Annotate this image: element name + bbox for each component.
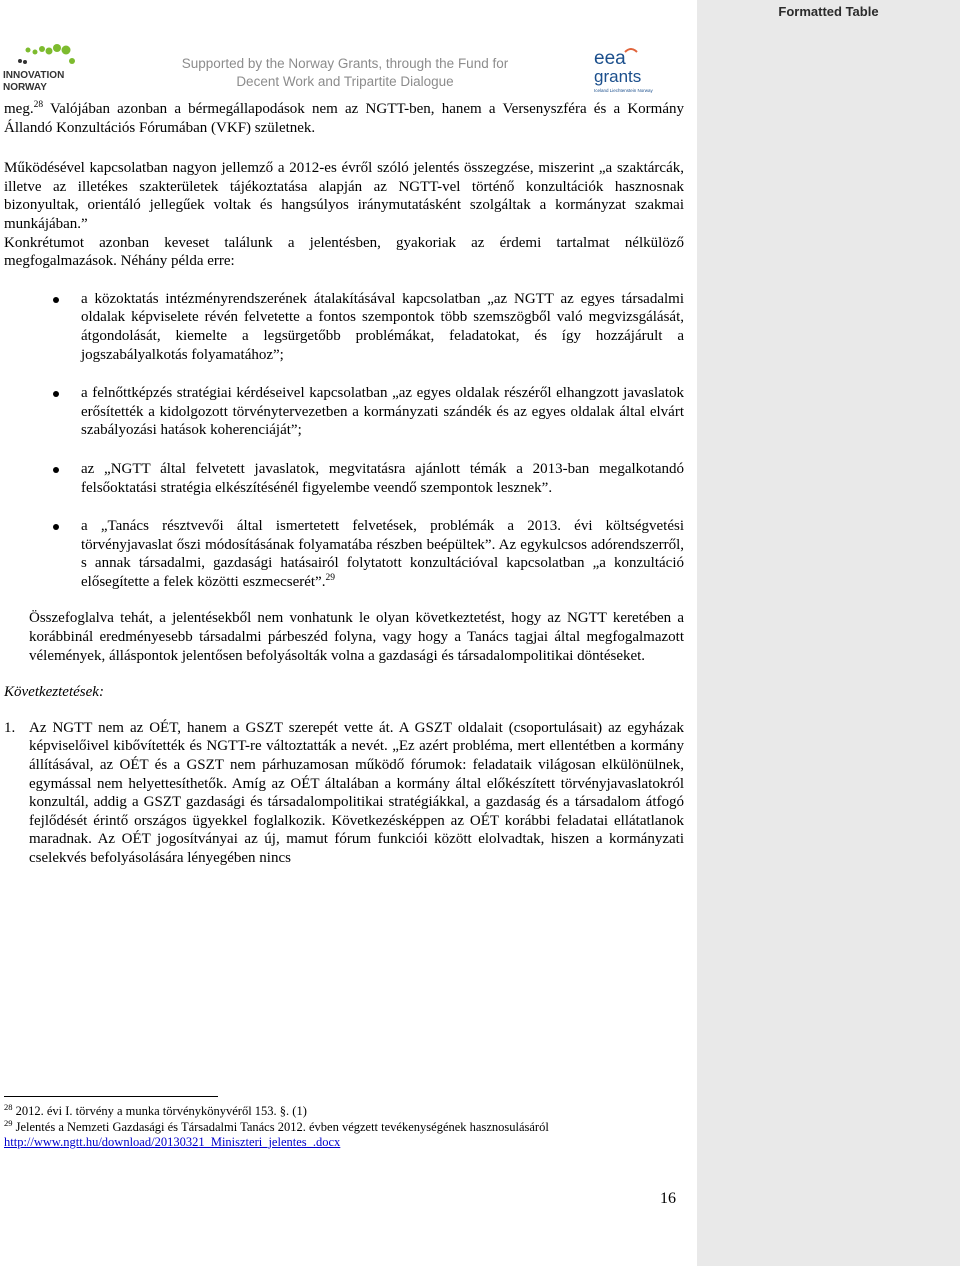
eea-grants-logo: [592, 44, 662, 96]
list-item: a felnőttképzés stratégiai kérdéseivel kapcsolatban „az egyes oldalak részéről elhangzott javaslatok erősítették a kidolgozott törvénytervezetben a kormányzati szándék és az egyes oldalak által elvárt szabályozási hatások koherenciáját”;: [4, 384, 684, 440]
page-number: 16: [660, 1190, 676, 1207]
footnote-29-link[interactable]: http://www.ngtt.hu/download/20130321_Miniszteri_jelentes_.docx: [4, 1135, 341, 1149]
footnote-ref-28[interactable]: 28: [33, 100, 44, 110]
paragraph-3: Konkrétumot azonban keveset találunk a jelentésben, gyakoriak az érdemi tartalmat nélkülöző megfogalmazások. Néhány példa erre:: [4, 234, 684, 270]
bullet-icon: [53, 524, 59, 530]
conclusion-item-1: 1. Az NGTT nem az OÉT, hanem a GSZT szerepét vette át. A GSZT oldalait (csoportulásait) az egyházak képviselőivel kibővítették és NGTT-re változtatták a nevét. „Ez azért probléma, mert ellentétben a kormány állításával, az OÉT és a GSZT nem párhuzamosan működő fórumok: feladataik világosan elkülönülnek, egymással nem helyettesíthetők. Amíg az OÉT általában a kormány által előkészített törvényjavaslatokról konzultál, addig a GSZT gazdasági és társadalompolitikai stratégiákkal, a gazdaság és a társadalom átfogó fejlődését érintő országos ügyekkel foglalkozik. Következésképpen az OÉT korábbi feladatai ellátatlanok maradnak. Az OÉT jogosítványai az új, mamut fórum funkciói között elolvadtak, hiszen a kormányzati cselekvés befolyásolására lényegében nincs: [4, 719, 684, 866]
list-item: az „NGTT által felvetett javaslatok, megvitatásra ajánlott témák a 2013-ban megalkotandó felsőoktatási stratégia elkészítésénél figyelembe veendő szempontok lesznek”.: [4, 460, 684, 497]
bullet-icon: [53, 467, 59, 473]
summary-paragraph: Összefoglalva tehát, a jelentésekből nem vonhatunk le olyan következtetést, hogy az NGTT keretében a korábbinál eredményesebb társadalmi párbeszéd folyna, vagy hogy a Tanács tagjai által megfogalmazott vélemények, álláspontok jelentősen befolyásolták volna a gazdasági és társadalompolitikai döntéseket.: [29, 610, 684, 664]
svg-text:eea: eea: [594, 48, 626, 69]
bullet-icon: [53, 391, 59, 397]
footnote-separator: [4, 1096, 218, 1097]
header-line-2: Decent Work and Tripartite Dialogue: [236, 74, 454, 89]
svg-text:INNOVATION: INNOVATION: [3, 70, 65, 81]
footnotes: [4, 1104, 694, 1151]
formatted-table-label: Formatted Table: [778, 4, 879, 19]
conclusions-heading: Következtetések:: [4, 684, 104, 701]
header-funding-note: [160, 55, 530, 91]
list-item: a „Tanács résztvevői által ismertetett felvetések, problémák a 2013. évi költségvetési törvényjavaslat őszi módosításának folyamatába részben beépültek”. Az egykulcsos adórendszerről, s annak társadalmi, gazdasági hatásairól folytatott konzultációval kapcsolatban „a konzultáció elősegítette a felek közötti eszmecserét”.$^{29}$: [4, 517, 684, 591]
innovation-norway-logo: [2, 40, 82, 92]
document-body: [4, 100, 684, 868]
header-line-1: Supported by the Norway Grants, through the Fund for: [181, 56, 509, 71]
examples-list: [4, 290, 684, 592]
footnote-29: $^{29}$ Jelentés a Nemzeti Gazdasági és Társadalmi Tanács 2012. évben végzett tevékenységének hasznosulásáról: [4, 1117, 549, 1134]
bullet-icon: [53, 297, 59, 303]
item-number: 1.: [4, 719, 16, 736]
paragraph-1: meg.$^{28}$ Valójában azonban a bérmegállapodások nem az NGTT-ben, hanem a Versenyszféra és a Kormány Állandó Konzultációs Fórumában (VKF) születnek.: [4, 100, 684, 136]
footnote-ref-29[interactable]: 29: [325, 572, 335, 583]
svg-text:Iceland Liechtenstein Norway: Iceland Liechtenstein Norway: [594, 88, 653, 93]
list-item: a közoktatás intézményrendszerének átalakításával kapcsolatban „az NGTT az egyes társadalmi oldalak képviselete révén felvetette a fontos szempontok több szemszögből való megvizsgálását, átgondolását, kiemelte a legsürgetőbb problémákat, feladatokat, és így hozzájárult a jogszabályalkotás folyamatához”;: [4, 290, 684, 364]
footnote-28: $^{28}$ 2012. évi I. törvény a munka törvénykönyvéről 153. §. (1): [4, 1102, 307, 1118]
comment-margin-panel: [697, 0, 960, 1266]
paragraph-2: Működésével kapcsolatban nagyon jellemző a 2012-es évről szóló jelentés összegzése, miszerint „a szaktárcák, illetve az illetékes szakterületek tájékoztatása alapján az NGTT-vel történő konzultációk hasznosnak bizonyultak, orientáló jellegűek voltak és hangsúlyos iránymutatásként szolgáltak a kormányzat szakmai munkájában.”: [4, 160, 684, 232]
svg-text:grants: grants: [594, 67, 642, 86]
svg-text:NORWAY: NORWAY: [3, 82, 47, 92]
